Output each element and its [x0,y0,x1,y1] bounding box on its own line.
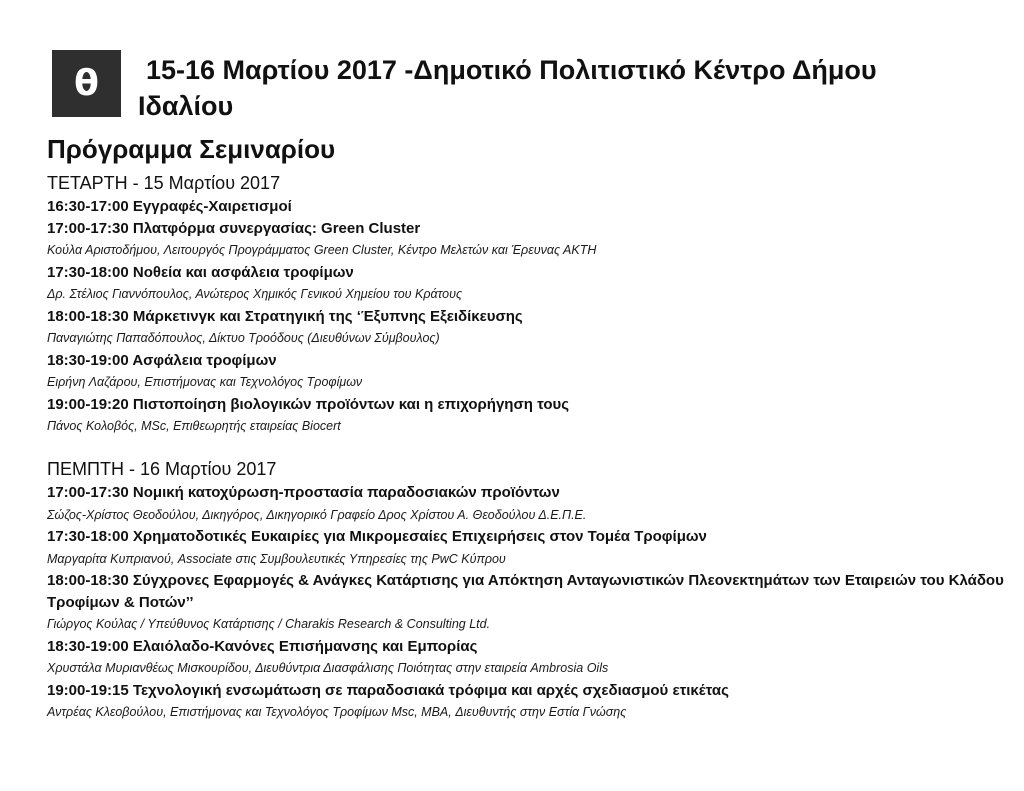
session-title: 17:30-18:00 Νοθεία και ασφάλεια τροφίμων [47,263,354,281]
day-section-thursday [47,456,1007,724]
session-title: 17:00-17:30 Πλατφόρμα συνεργασίας: Green Cluster [47,219,421,237]
session-speaker: Δρ. Στέλιος Γιαννόπουλος, Ανώτερος Χημικός Γενικού Χημείου του Κράτους [47,287,463,301]
program-title: Πρόγραμμα Σεμιναρίου [47,134,336,164]
session-title: 18:30-19:00 Ελαιόλαδο-Κανόνες Επισήμανσης και Εμπορίας [47,637,478,655]
session-speaker: Κούλα Αριστοδήμου, Λειτουργός Προγράμματος Green Cluster, Κέντρο Μελετών και Έρευνας ΑΚΤΗ [47,243,597,257]
session-speaker: Γιώργος Κούλας / Υπεύθυνος Κατάρτισης / Charakis Research & Consulting Ltd. [47,617,491,631]
theta-logo [52,50,121,117]
session-speaker: Ειρήνη Λαζάρου, Επιστήμονας και Τεχνολόγος Τροφίμων [47,375,363,389]
session-title: 16:30-17:00 Εγγραφές-Χαιρετισμοί [47,198,292,215]
session-speaker: Παναγιώτης Παπαδόπουλος, Δίκτυο Τροόδους (Διευθύνων Σύμβουλος) [47,331,440,345]
event-header-line-1: 15-16 Μαρτίου 2017 -Δημοτικό Πολιτιστικό Κέντρο Δήμου [146,55,877,85]
session-title: 17:30-18:00 Χρηματοδοτικές Ευκαιρίες για Μικρομεσαίες Επιχειρήσεις στον Τομέα Τροφίμων [47,528,707,545]
session-speaker: Πάνος Κολοβός, MSc, Επιθεωρητής εταιρείας Biocert [47,419,341,433]
session-title: 19:00-19:15 Τεχνολογική ενσωμάτωση σε παραδοσιακά τρόφιμα και αρχές σχεδιασμού ετικέτας [47,681,729,699]
day-section-wednesday [47,170,1007,438]
session-speaker: Χρυστάλα Μυριανθέως Μισκουρίδου, Διευθύντρια Διασφάλισης Ποιότητας στην εταιρεία Ambrosia Oils [47,661,609,675]
theta-logo-glyph: θ [74,62,99,104]
session-speaker: Σώζος-Χρίστος Θεοδούλου, Δικηγόρος, Δικηγορικό Γραφείο Δρος Χρίστου Α. Θεοδούλου Δ.Ε.Π.Ε. [47,507,587,522]
session-title: 18:00-18:30 Μάρκετινγκ και Στρατηγική της ‘Έξυπνης Εξειδίκευσης [47,307,523,325]
session-speaker: Μαργαρίτα Κυπριανού, Associate στις Συμβουλευτικές Υπηρεσίες της PwC Κύπρου [47,551,506,566]
session-title: 19:00-19:20 Πιστοποίηση βιολογικών προϊόντων και η επιχορήγηση τους [47,395,570,413]
session-title: 18:30-19:00 Ασφάλεια τροφίμων [47,351,277,369]
session-title: 18:00-18:30 Σύγχρονες Εφαρμογές & Ανάγκες Κατάρτισης για Απόκτηση Ανταγωνιστικών Πλεονεκτημάτων των Εταιρειών του Κλάδου Τροφίμων & Ποτών’’ [47,572,1004,611]
event-header-line-2: Ιδαλίου [138,91,234,121]
day-heading: ΠΕΜΠΤΗ - 16 Μαρτίου 2017 [47,459,277,479]
day-heading: ΤΕΤΑΡΤΗ - 15 Μαρτίου 2017 [47,173,281,193]
session-speaker: Αντρέας Κλεοβούλου, Επιστήμονας και Τεχνολόγος Τροφίμων Msc, MBA, Διευθυντής στην Εστία Γνώσης [47,705,627,719]
session-title: 17:00-17:30 Νομική κατοχύρωση-προστασία παραδοσιακών προϊόντων [47,484,560,501]
event-header-title [138,52,996,124]
